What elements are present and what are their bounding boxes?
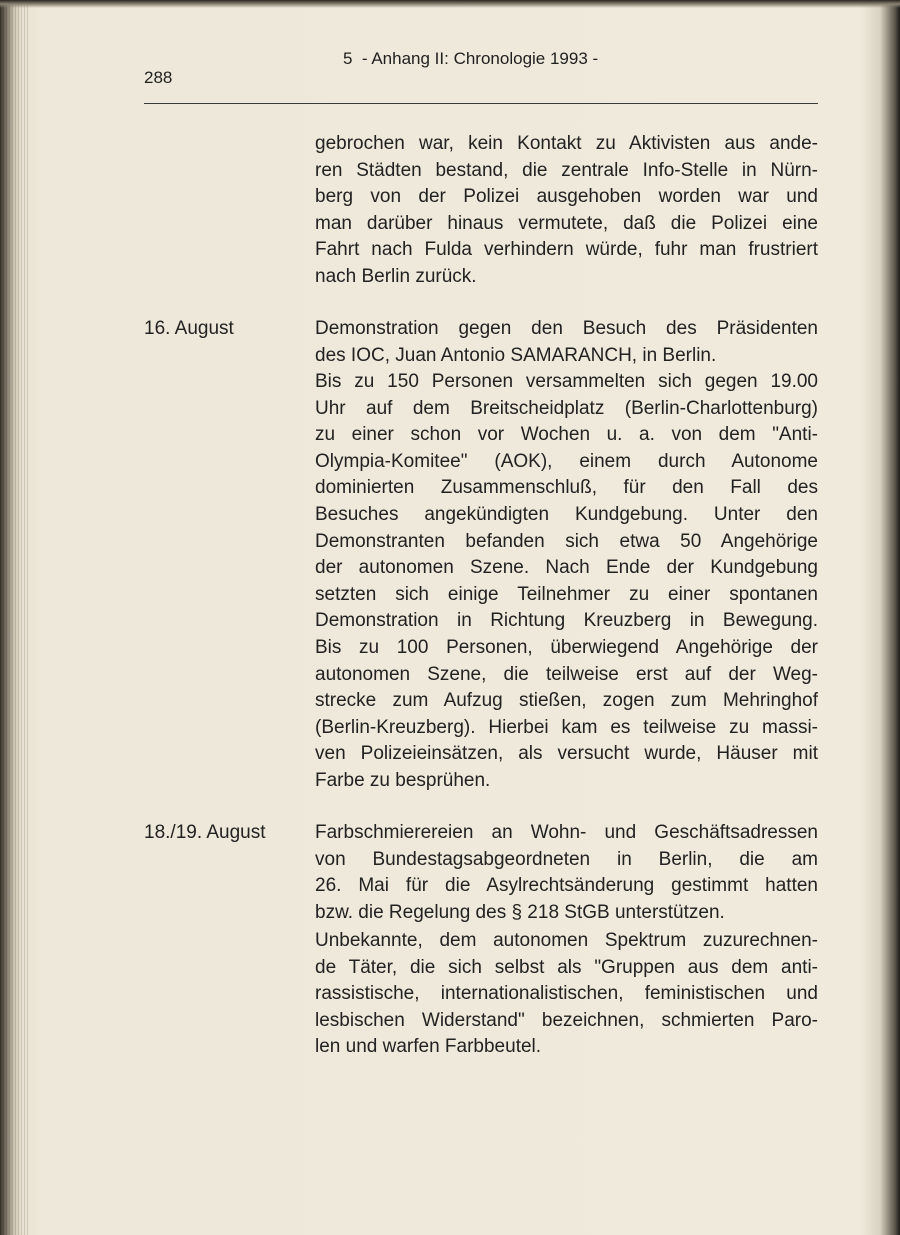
text-line: Olympia-Komitee" (AOK), einem durch Autonome [315,450,818,472]
text-line: Uhr auf dem Breitscheidplatz (Berlin-Charlottenburg) [315,397,818,419]
text-line: autonomen Szene, die teilweise erst auf der Weg- [315,663,818,685]
text-line: von Bundestagsabgeordneten in Berlin, die am [315,848,818,870]
text-line: Demonstration gegen den Besuch des Präsidenten [315,318,818,339]
text-line: der autonomen Szene. Nach Ende der Kundgebung [315,557,818,579]
text-line: Farbschmierereien an Wohn- und Geschäftsadressen [315,822,818,843]
entry-heading-paragraph [315,820,818,926]
text-line: nach Berlin zurück. [315,265,477,287]
text-line: setzten sich einige Teilnehmer zu einer spontanen [315,583,818,605]
text-line: gebrochen war, kein Kontakt zu Aktivisten aus ande- [315,133,818,154]
text-line: Demonstration in Richtung Kreuzberg in Bewegung. [315,610,818,632]
page-number: 288 [144,68,173,87]
text-line: ven Polizeieinsätzen, als versucht wurde, Häuser mit [315,743,818,765]
text-line: berg von der Polizei ausgehoben worden war und [315,186,818,208]
text-line: lesbischen Widerstand" bezeichnen, schmierten Paro- [315,1009,818,1031]
text-line: bzw. die Regelung des § 218 StGB unterstützen. [315,901,725,923]
text-line: rassistische, internationalistischen, feministischen und [315,983,818,1005]
text-line: len und warfen Farbbeutel. [315,1036,542,1058]
text-line: Besuches angekündigten Kundgebung. Unter den [315,503,818,525]
text-line: Demonstranten befanden sich etwa 50 Angehörige [315,530,818,552]
entry-date: 18./19. August [144,822,266,843]
entry-body-paragraph [315,369,818,795]
text-line: Unbekannte, dem autonomen Spektrum zuzurechnen- [315,930,818,951]
text-line: Fahrt nach Fulda verhindern würde, fuhr man frustriert [315,239,818,261]
running-head: 5 - Anhang II: Chronologie 1993 - [343,49,599,68]
text-line: ren Städten bestand, die zentrale Info-Stelle in Nürn- [315,159,818,181]
text-line: 26. Mai für die Asylrechtsänderung gestimmt hatten [315,875,818,897]
entry-date: 16. August [144,318,234,339]
text-line: Bis zu 100 Personen, überwiegend Angehörige der [315,636,818,658]
header-rule [144,103,818,104]
entry-continuation-paragraph [315,131,818,291]
entry-body-paragraph [315,928,818,1061]
text-line: de Täter, die sich selbst als "Gruppen aus dem anti- [315,956,818,978]
text-line: man darüber hinaus vermutete, daß die Polizei eine [315,212,818,234]
text-line: dominierten Zusammenschluß, für den Fall des [315,477,818,499]
text-line: Farbe zu besprühen. [315,769,491,791]
entry-heading-paragraph [315,316,818,369]
text-line: (Berlin-Kreuzberg). Hierbei kam es teilweise zu massi- [315,716,818,738]
text-line: zu einer schon vor Wochen u. a. von dem "Anti- [315,424,818,446]
page-edges [0,0,30,1235]
text-line: Bis zu 150 Personen versammelten sich gegen 19.00 [315,371,818,392]
text-line: des IOC, Juan Antonio SAMARANCH, in Berlin. [315,344,717,366]
page-top-edge [0,0,900,8]
text-line: strecke zum Aufzug stießen, zogen zum Mehringhof [315,690,818,712]
